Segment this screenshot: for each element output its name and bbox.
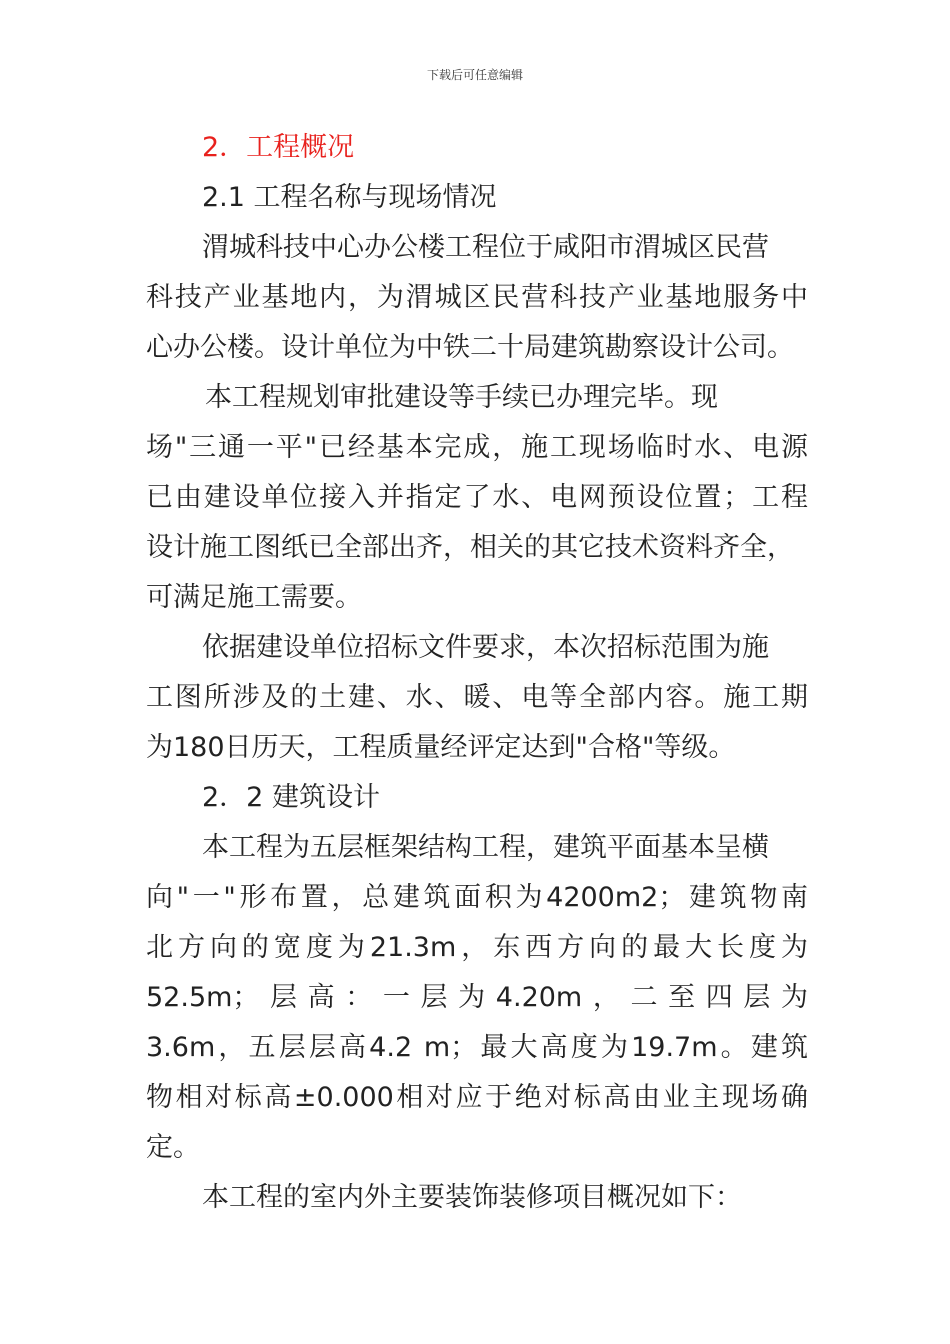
paragraph-line: 可满足施工需要。 <box>146 582 362 613</box>
paragraph-line: 定。 <box>146 1132 200 1163</box>
paragraph-line: 已由建设单位接入并指定了水、电网预设位置；工程 <box>146 482 808 513</box>
page-header-note: 下载后可任意编辑 <box>426 68 523 82</box>
paragraph-line: 心办公楼。设计单位为中铁二十局建筑勘察设计公司。 <box>146 332 794 363</box>
paragraph-line: 设计施工图纸已全部出齐，相关的其它技术资料齐全， <box>146 532 794 563</box>
paragraph-line: 向"一"形布置，总建筑面积为4200m2；建筑物南 <box>146 882 808 913</box>
paragraph-decoration-overview: 本工程的室内外主要装饰装修项目概况如下： <box>202 1182 742 1213</box>
subsection-heading-2-2: 2．2 建筑设计 <box>202 782 380 813</box>
paragraph-line: 场"三通一平"已经基本完成，施工现场临时水、电源 <box>146 432 808 463</box>
paragraph-line: 本工程规划审批建设等手续已办理完毕。现 <box>205 382 718 413</box>
paragraph-line: 3.6m，五层层高4.2 m；最大高度为19.7m。建筑 <box>146 1032 808 1063</box>
paragraph-line: 渭城科技中心办公楼工程位于咸阳市渭城区民营 <box>202 232 769 263</box>
paragraph-line: 为180日历天，工程质量经评定达到"合格"等级。 <box>146 732 736 763</box>
section-heading: 2．工程概况 <box>202 132 355 163</box>
paragraph-line: 科技产业基地内，为渭城区民营科技产业基地服务中 <box>146 282 808 313</box>
paragraph-line: 工图所涉及的土建、水、暖、电等全部内容。施工期 <box>146 682 808 713</box>
paragraph-line: 52.5m；层高：一层为4.20m，二至四层为 <box>146 982 808 1013</box>
paragraph-line: 依据建设单位招标文件要求，本次招标范围为施 <box>202 632 769 663</box>
subsection-heading-2-1: 2.1 工程名称与现场情况 <box>202 182 497 213</box>
paragraph-line: 本工程为五层框架结构工程，建筑平面基本呈横 <box>202 832 769 863</box>
paragraph-line: 北方向的宽度为21.3m，东西方向的最大长度为 <box>146 932 808 963</box>
paragraph-line: 物相对标高±0.000相对应于绝对标高由业主现场确 <box>146 1082 808 1113</box>
